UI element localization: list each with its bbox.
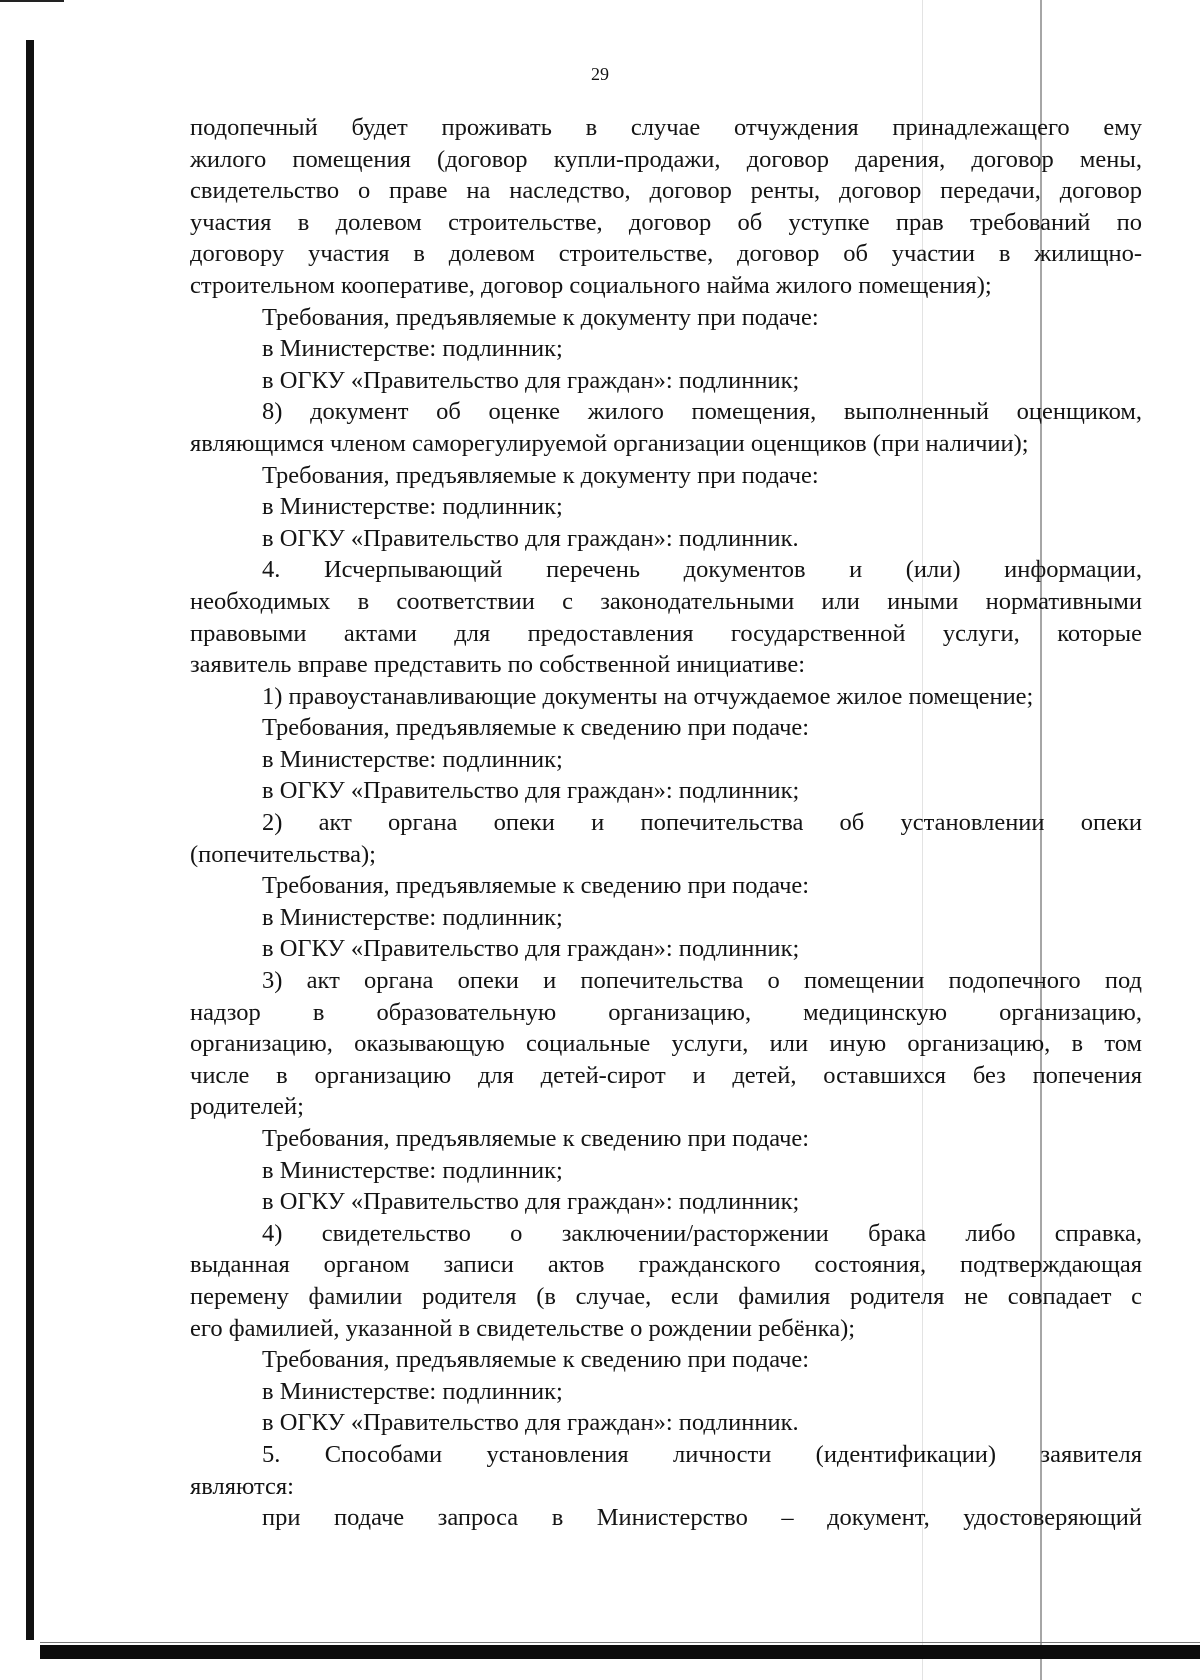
text-line: Требования, предъявляемые к сведению при подаче: (262, 714, 810, 742)
text-line: (попечительства); (190, 840, 376, 868)
text-line: правовыми актами для предоставления государственной услуги, которые (190, 619, 1142, 647)
text-line: подопечный будет проживать в случае отчуждения принадлежащего ему (190, 114, 1142, 141)
text-line: в Министерстве: подлинник; (262, 493, 563, 521)
text-line: Требования, предъявляемые к документу при подаче: (262, 303, 819, 331)
text-line: в Министерстве: подлинник; (262, 1156, 563, 1184)
document-body (190, 112, 1142, 1534)
text-line: Требования, предъявляемые к сведению при подаче: (262, 872, 810, 900)
text-line: являющимся членом саморегулируемой организации оценщиков (при наличии); (190, 429, 1029, 457)
text-line: 2) акт органа опеки и попечительства об установлении опеки (262, 809, 1142, 837)
text-line: родителей; (190, 1093, 304, 1121)
text-line: его фамилией, указанной в свидетельстве о рождении ребёнка); (190, 1314, 856, 1342)
text-line: 8) документ об оценке жилого помещения, выполненный оценщиком, (262, 398, 1142, 426)
text-line: в ОГКУ «Правительство для граждан»: подлинник; (262, 366, 800, 394)
page-number: 29 (591, 64, 609, 84)
text-line: в Министерстве: подлинник; (262, 335, 563, 363)
text-line: организацию, оказывающую социальные услуги, или иную организацию, в том (190, 1030, 1142, 1058)
text-line: перемену фамилии родителя (в случае, если фамилия родителя не совпадает с (190, 1282, 1142, 1310)
text-line: договору участия в долевом строительстве, договор об участии в жилищно- (190, 240, 1142, 268)
text-line: в Министерстве: подлинник; (262, 1377, 563, 1405)
text-line: в Министерстве: подлинник; (262, 903, 563, 931)
text-line: 1) правоустанавливающие документы на отчуждаемое жилое помещение; (262, 682, 1034, 710)
text-line: строительном кооперативе, договор социального найма жилого помещения); (190, 271, 992, 299)
text-line: свидетельство о праве на наследство, договор ренты, договор передачи, договор (190, 177, 1142, 205)
scan-left-margin (0, 0, 28, 1680)
text-line: заявитель вправе представить по собственной инициативе: (190, 651, 806, 679)
text-line: надзор в образовательную организацию, медицинскую организацию, (190, 998, 1142, 1026)
text-line: Требования, предъявляемые к сведению при подаче: (262, 1346, 810, 1374)
text-line: в ОГКУ «Правительство для граждан»: подлинник. (262, 1409, 799, 1437)
text-line: 4) свидетельство о заключении/расторжении брака либо справка, (262, 1219, 1142, 1247)
text-line: в ОГКУ «Правительство для граждан»: подлинник; (262, 777, 800, 805)
text-line: жилого помещения (договор купли-продажи, договор дарения, договор мены, (190, 145, 1142, 173)
text-line: числе в организацию для детей-сирот и детей, оставшихся без попечения (190, 1061, 1142, 1089)
text-line: в ОГКУ «Правительство для граждан»: подлинник; (262, 935, 800, 963)
text-line: необходимых в соответствии с законодательными или иными нормативными (190, 587, 1142, 615)
text-line: являются: (190, 1472, 294, 1500)
text-line: 5. Способами установления личности (идентификации) заявителя (262, 1440, 1142, 1468)
text-line: участия в долевом строительстве, договор об уступке прав требований по (190, 208, 1142, 236)
text-line: при подаче запроса в Министерство – документ, удостоверяющий (262, 1504, 1142, 1532)
text-line: Требования, предъявляемые к документу при подаче: (262, 461, 819, 489)
scan-bottom-edge (40, 1645, 1200, 1659)
text-line: Требования, предъявляемые к сведению при подаче: (262, 1125, 810, 1152)
text-line: 3) акт органа опеки и попечительства о помещении подопечного под (262, 967, 1142, 995)
text-line: в ОГКУ «Правительство для граждан»: подлинник. (262, 524, 799, 552)
text-line: 4. Исчерпывающий перечень документов и (или) информации, (262, 556, 1142, 584)
text-line: в Министерстве: подлинник; (262, 745, 563, 773)
text-line: выданная органом записи актов гражданского состояния, подтверждающая (190, 1251, 1142, 1279)
text-line: в ОГКУ «Правительство для граждан»: подлинник; (262, 1188, 800, 1216)
